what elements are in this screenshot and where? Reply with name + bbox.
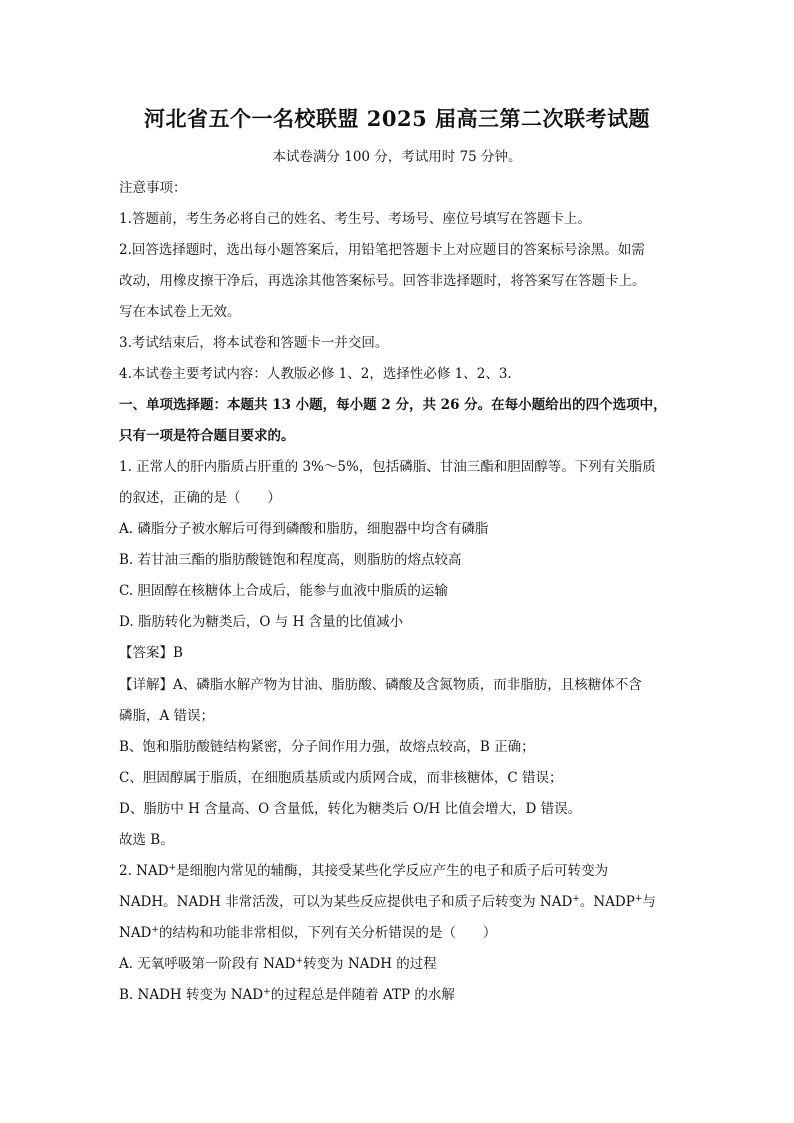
option-a — [119, 955, 437, 973]
explanation-line: B、饱和脂肪酸链结构紧密，分子间作用力强，故熔点较高，B 正确； — [119, 739, 535, 755]
answer-line: 【答案】B — [119, 645, 183, 661]
notice-heading: 注意事项： — [119, 180, 187, 196]
option-d: D. 脂肪转化为糖类后，O 与 H 含量的比值减小 — [119, 614, 404, 630]
superscript-plus: + — [572, 894, 580, 904]
explanation-line: C、胆固醇属于脂质，在细胞质基质或内质网合成，而非核糖体，C 错误； — [119, 770, 563, 786]
explanation-line: 故选 B。 — [119, 832, 174, 848]
question-stem: 的叙述，正确的是（ ） — [119, 490, 281, 506]
section-heading: 只有一项是符合题目要求的。 — [119, 428, 295, 444]
exam-info: 本试卷满分 100 分，考试用时 75 分钟。 — [272, 149, 522, 165]
question-stem — [119, 924, 496, 942]
explanation-line: 【详解】A、磷脂水解产物为甘油、脂肪酸、磷酸及含氮物质，而非脂肪，且核糖体不含 — [119, 677, 642, 693]
notice-line: 4.本试卷主要考试内容：人教版必修 1、2，选择性必修 1、2、3. — [119, 366, 512, 382]
superscript-plus: + — [634, 894, 643, 904]
option-c: C. 胆固醇在核糖体上合成后，能参与血液中脂质的运输 — [119, 583, 448, 599]
page-title: 河北省五个一名校联盟 2025 届高三第二次联考试题 — [143, 106, 651, 131]
section-heading: 一、单项选择题：本题共 13 小题，每小题 2 分，共 26 分。在每小题给出的四个选项中， — [119, 397, 667, 413]
notice-line: 3.考试结束后，将本试卷和答题卡一并交回。 — [119, 335, 389, 351]
option-b — [119, 986, 455, 1004]
option-text: 的过程总是伴随着 ATP 的水解 — [270, 987, 455, 1003]
notice-line: 1.答题前，考生务必将自己的姓名、考生号、考场号、座位号填写在答题卡上。 — [119, 211, 591, 227]
question-stem — [119, 893, 656, 911]
stem-text: 与 — [642, 894, 656, 910]
question-stem: 1. 正常人的肝内脂质占肝重的 3%～5%，包括磷脂、甘油三酯和胆固醇等。下列有关脂质 — [119, 459, 656, 475]
stem-text: 。NADP — [579, 894, 635, 910]
superscript-plus: + — [295, 956, 304, 966]
notice-line: 改动，用橡皮擦干净后，再选涂其他答案标号。回答非选择题时，将答案写在答题卡上。 — [119, 273, 646, 289]
stem-text: 的结构和功能非常相似，下列有关分析错误的是（ ） — [158, 925, 497, 941]
option-text: B. NADH 转变为 NAD — [119, 987, 264, 1003]
option-b: B. 若甘油三酯的脂肪酸链饱和程度高，则脂肪的熔点较高 — [119, 552, 462, 568]
option-text: 转变为 NADH 的过程 — [303, 956, 437, 972]
superscript-plus: + — [168, 863, 177, 873]
stem-text: NADH。NADH 非常活泼，可以为某些反应提供电子和质子后转变为 NAD — [119, 894, 573, 910]
option-a: A. 磷脂分子被水解后可得到磷酸和脂肪，细胞器中均含有磷脂 — [119, 521, 489, 537]
stem-text: 2. NAD — [119, 863, 169, 879]
superscript-plus: + — [263, 987, 271, 997]
stem-text: NAD — [119, 925, 152, 941]
notice-line: 写在本试卷上无效。 — [119, 304, 241, 320]
question-stem — [119, 862, 608, 880]
notice-line: 2.回答选择题时，选出每小题答案后，用铅笔把答题卡上对应题目的答案标号涂黑。如需 — [119, 242, 645, 258]
explanation-line: D、脂肪中 H 含量高、O 含量低，转化为糖类后 O/H 比值会增大，D 错误。 — [119, 801, 582, 817]
superscript-plus: + — [151, 925, 159, 935]
explanation-line: 磷脂，A 错误； — [119, 708, 215, 724]
stem-text: 是细胞内常见的辅酶，其接受某些化学反应产生的电子和质子后可转变为 — [176, 863, 609, 879]
option-text: A. 无氧呼吸第一阶段有 NAD — [119, 956, 296, 972]
